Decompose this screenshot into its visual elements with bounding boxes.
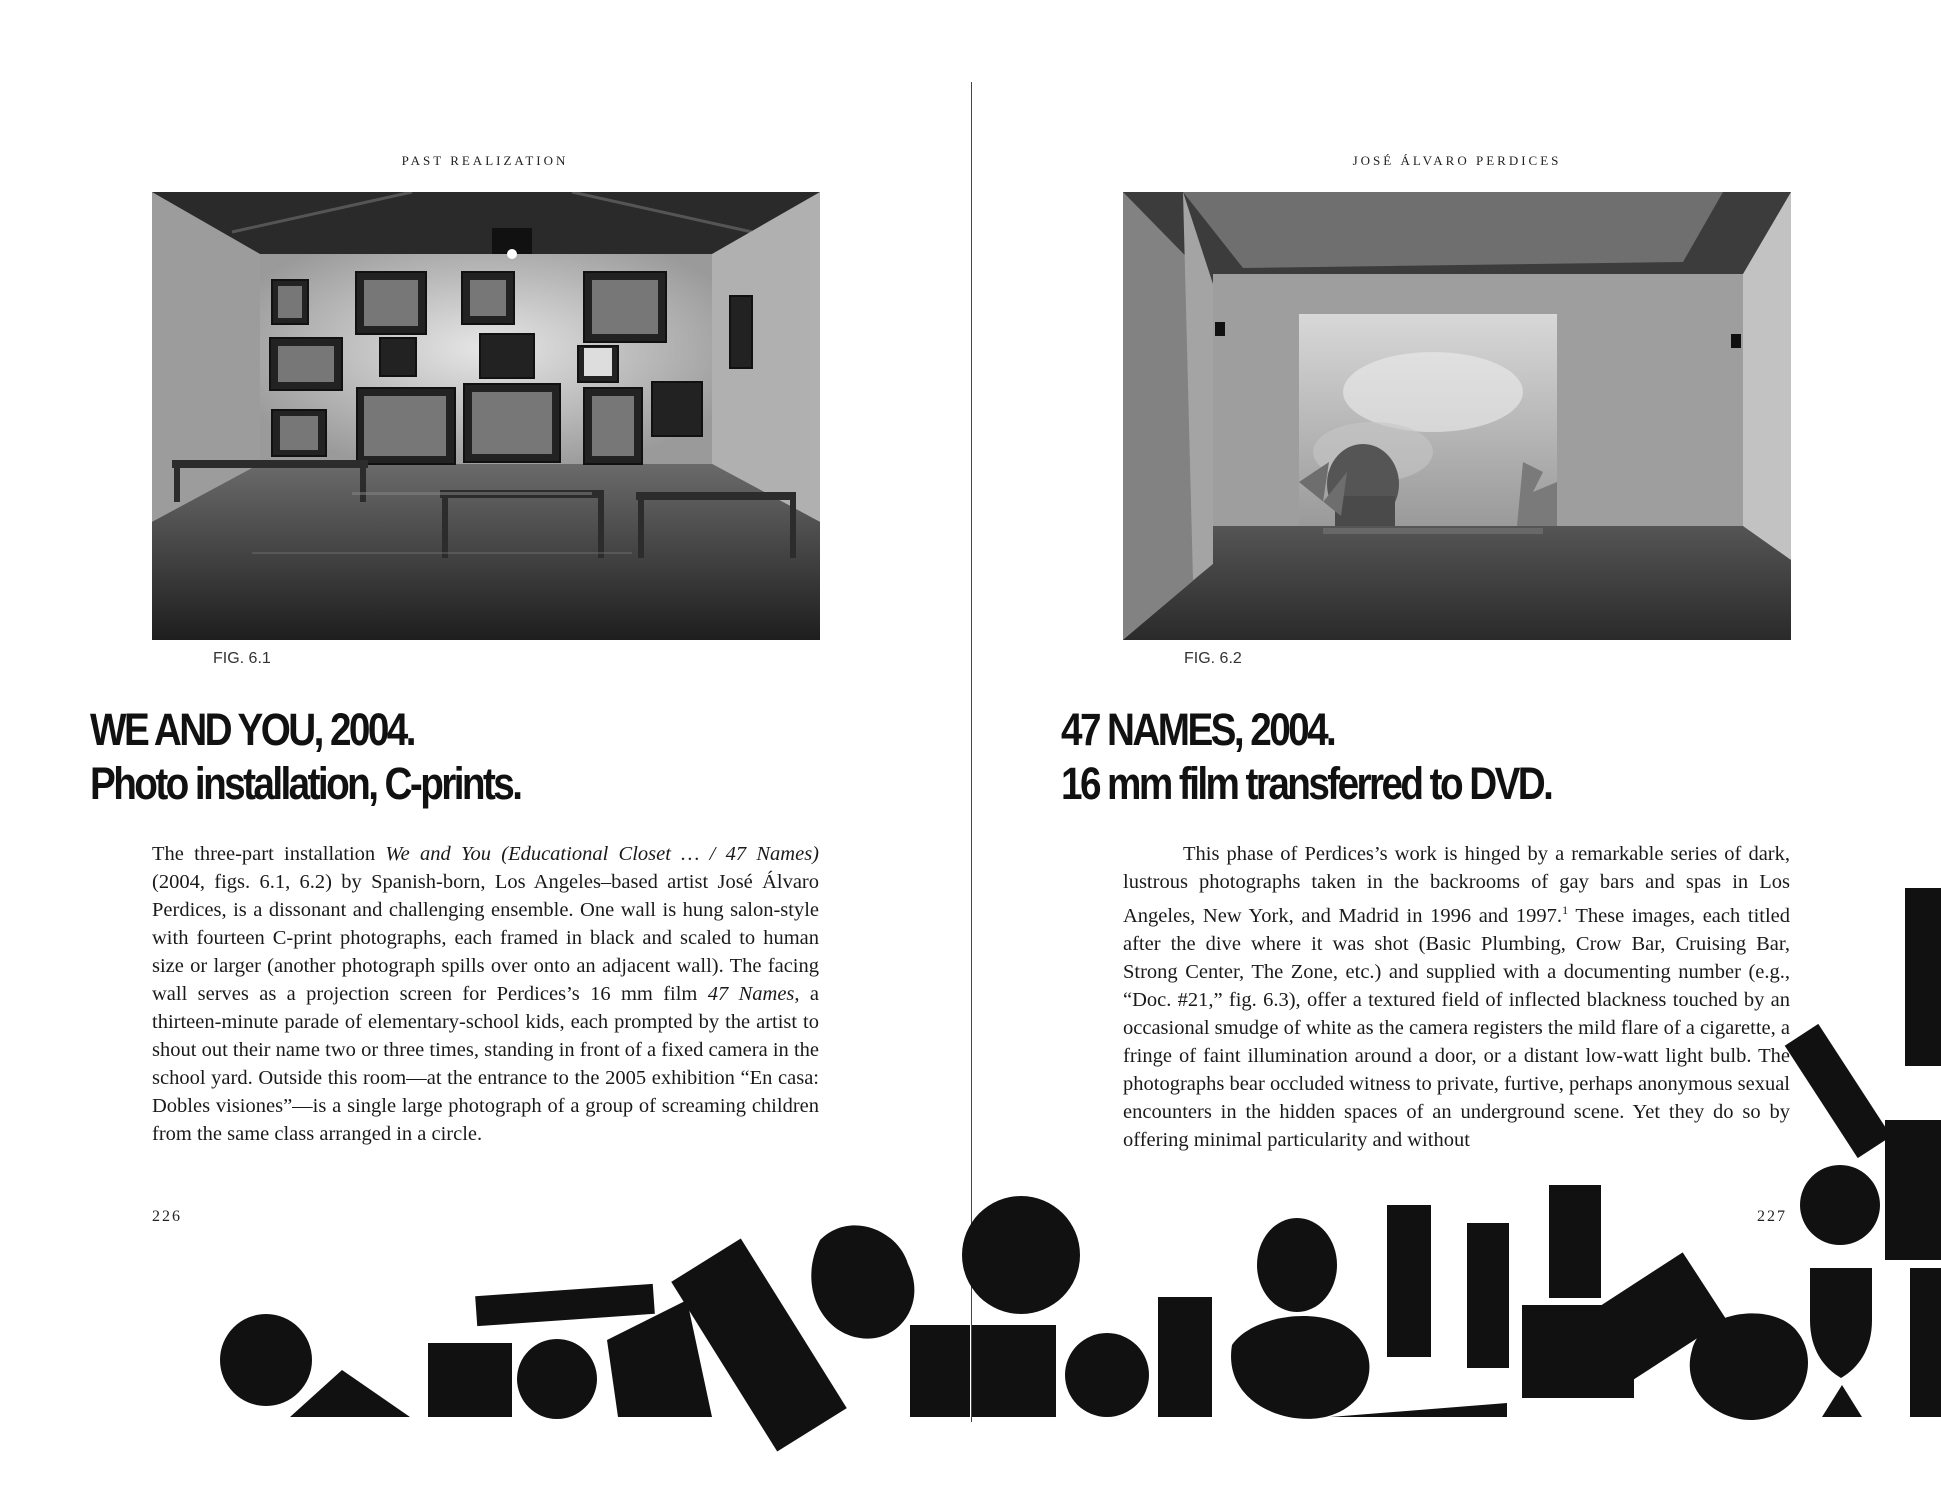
shape-block bbox=[910, 1325, 970, 1417]
page-number-left: 226 bbox=[152, 1208, 182, 1225]
shape-circle bbox=[220, 1314, 312, 1406]
shape-circle bbox=[1800, 1165, 1880, 1245]
shape-block bbox=[972, 1325, 1056, 1417]
shape-wedge bbox=[1330, 1403, 1507, 1417]
body-text-run: , a thirteen-minute parade of elementary-school kids, each prompted by the artist to shout out their name two or three times, standing in front of a fixed camera in the school yard. Outside this room—at the entrance to the 2005 exhibition “En casa: Dobles visiones”—is a single large photograph of a group of screaming children from the same class arranged in a circle. bbox=[152, 983, 819, 1145]
headline-left-subtitle: Photo installation, C-prints. bbox=[90, 758, 521, 809]
shape-triangle bbox=[1822, 1385, 1862, 1417]
shape-blob bbox=[811, 1225, 914, 1338]
shape-circle bbox=[517, 1339, 597, 1419]
shape-bar bbox=[1387, 1205, 1431, 1357]
figure-label-6-1: FIG. 6.1 bbox=[213, 650, 271, 667]
headline-right-title: 47 NAMES, 2004. bbox=[1061, 704, 1335, 755]
body-text-run: 47 Names bbox=[707, 983, 795, 1005]
shape-bar bbox=[1549, 1185, 1601, 1298]
shape-edge-bar bbox=[1885, 1120, 1941, 1260]
shape-bar bbox=[1467, 1223, 1509, 1368]
shape-circle bbox=[1065, 1333, 1149, 1417]
shape-goblet bbox=[1810, 1268, 1872, 1378]
figure-label-6-2: FIG. 6.2 bbox=[1184, 650, 1242, 667]
body-text-run: These images, each titled after the dive where it was shot (Basic Plumbing, Crow Bar, Cruising Bar, Strong Center, The Zone, etc.) and supplied with a documenting number (e.g., “Doc. #21,” fig. 6.3), offer a textured field of inflected blackness touched by an occasional smudge of white as the camera registers the mild flare of a cigarette, a fringe of faint illumination around a door, or a distant low-watt light bulb. The photographs bear occluded witness to private, furtive, perhaps anonymous sexual encounters in the hidden spaces of an underground scene. Yet they do so by offering minimal particularity and without bbox=[1123, 904, 1790, 1151]
shape-edge-bar bbox=[1910, 1268, 1941, 1417]
shape-square bbox=[428, 1343, 512, 1417]
body-text-run: This phase of Perdices’s work is hinged by a remarkable series of dark, lustrous photographs taken in the backrooms of gay bars and spas in Los Angeles, New York, and Madrid in 1996 and 1997. bbox=[1123, 843, 1790, 927]
shape-edge-bar bbox=[1905, 888, 1941, 1066]
body-text-run: The three-part installation bbox=[152, 843, 386, 865]
shape-blob bbox=[1231, 1316, 1369, 1419]
footnote-ref: 1 bbox=[1562, 903, 1569, 917]
running-head-left: PAST REALIZATION bbox=[401, 153, 569, 168]
page-number-right: 227 bbox=[1757, 1208, 1787, 1225]
headline-left-title: WE AND YOU, 2004. bbox=[90, 704, 414, 755]
shape-block bbox=[1158, 1297, 1212, 1417]
shape-ellipse bbox=[1257, 1218, 1337, 1312]
headline-right-subtitle: 16 mm film transferred to DVD. bbox=[1061, 758, 1552, 809]
shape-tilted-bar bbox=[1785, 1024, 1892, 1158]
shape-blob bbox=[1690, 1313, 1808, 1420]
body-text-run: (2004, figs. 6.1, 6.2) by Spanish-born, Los Angeles–based artist José Álvaro Perdices, is a dissonant and challenging ensemble. One wall is hung salon-style with fourteen C-print photographs, each framed in black and scaled to human size or larger (another photograph spills over onto an adjacent wall). The facing wall serves as a projection screen for Perdices’s 16 mm film bbox=[152, 871, 819, 1005]
shape-bar bbox=[475, 1284, 655, 1326]
shape-circle bbox=[962, 1196, 1080, 1314]
body-text-run: We and You (Educational Closet … / 47 Names) bbox=[385, 843, 819, 865]
running-head-right: JOSÉ ÁLVARO PERDICES bbox=[1352, 153, 1562, 168]
